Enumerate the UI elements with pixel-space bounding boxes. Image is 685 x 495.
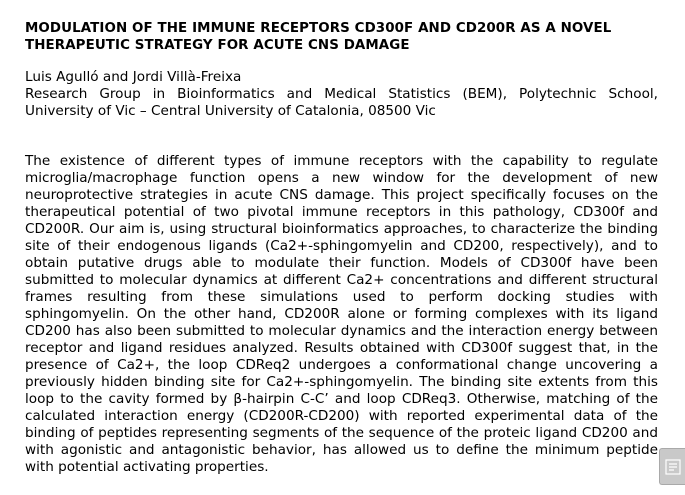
- paper-content: [25, 20, 658, 476]
- expand-panel-icon: [665, 459, 681, 475]
- paper-title: MODULATION OF THE IMMUNE RECEPTORS CD300F AND CD200R AS A NOVEL THERAPEUTIC STRATEGY FOR ACUTE CNS DAMAGE: [25, 21, 612, 53]
- affiliation: Research Group in Bioinformatics and Medical Statistics (BEM), Polytechnic School, University of Vic – Central University of Catalonia, 08500 Vic: [25, 86, 658, 119]
- viewer-corner-button[interactable]: [659, 448, 685, 485]
- abstract-body: The existence of different types of immune receptors with the capability to regulate microglia/macrophage function opens a new window for the development of new neuroprotective strategies in acute CNS damage. This project specifically focuses on the therapeutical potential of two pivotal immune receptors in this pathology, CD300f and CD200R. Our aim is, using structural bioinformatics approaches, to characterize the binding site of their endogenous ligands (Ca2+-sphingomyelin and CD200, respectively), and to obtain putative drugs able to modulate their function. Models of CD300f have been submitted to molecular dynamics at different Ca2+ concentrations and different structural frames resulting from these simulations used to perform docking studies with sphingomyelin. On the other hand, CD200R alone or forming complexes with its ligand CD200 has also been submitted to molecular dynamics and the interaction energy between receptor and ligand residues analyzed. Results obtained with CD300f suggest that, in the presence of Ca2+, the loop CDReq2 undergoes a conformational change uncovering a previously hidden binding site for Ca2+-sphingomyelin. The binding site extents from this loop to the cavity formed by β-hairpin C-C’ and loop CDReq3. Otherwise, matching of the calculated interaction energy (CD200R-CD200) with reported experimental data of the binding of peptides representing segments of the sequence of the proteic ligand CD200 and with agonistic and antagonistic behavior, has allowed us to define the minimum peptide with potential activating properties.: [25, 153, 658, 475]
- author-list: Luis Agulló and Jordi Villà-Freixa: [25, 69, 242, 85]
